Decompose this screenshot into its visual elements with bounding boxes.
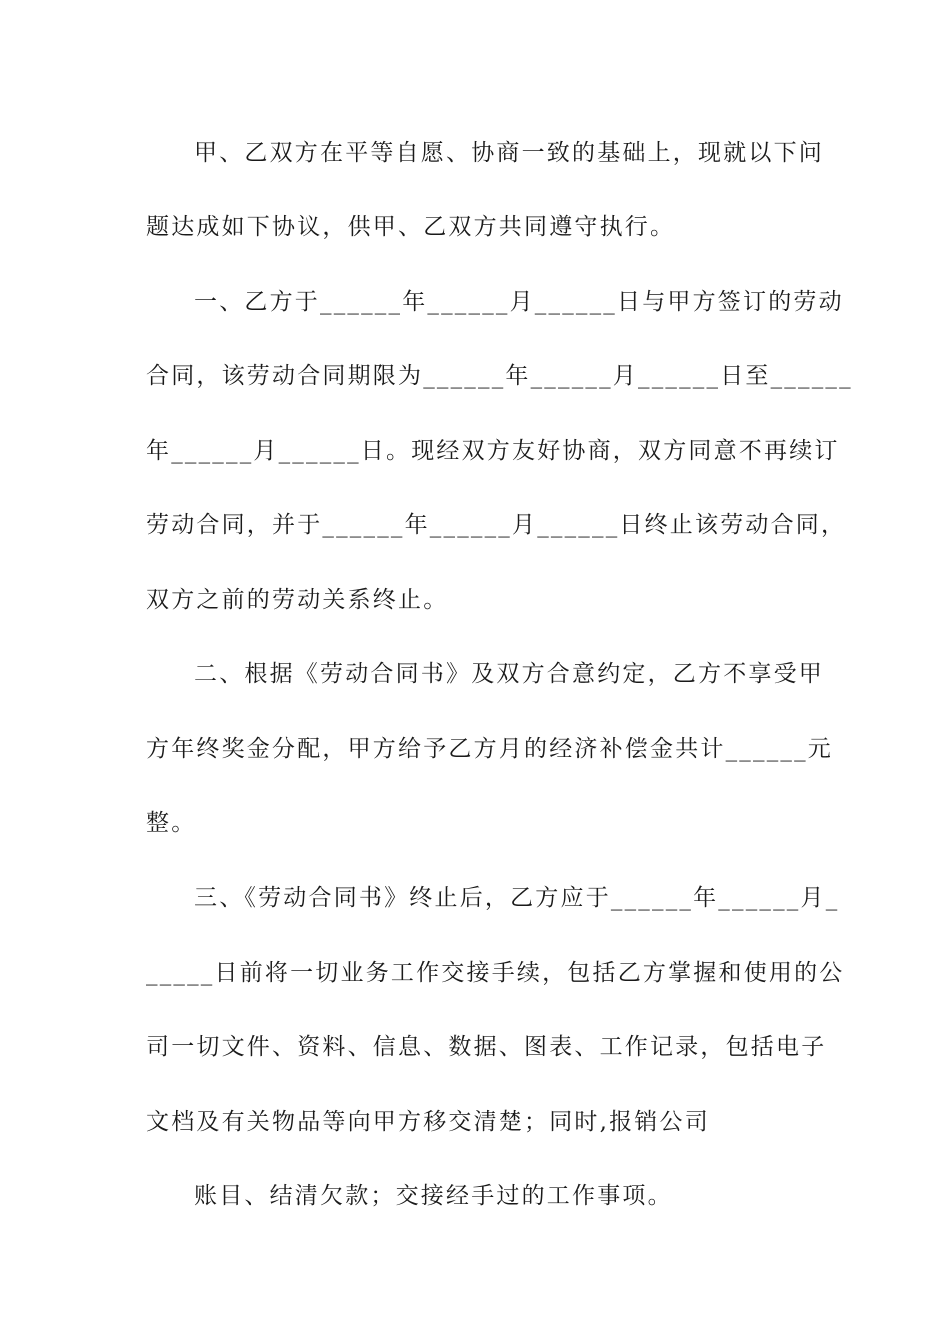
clause-1-line-2: 合同，该劳动合同期限为______年______月______日至______ [146, 363, 853, 389]
clause-3-line-3: 司一切文件、资料、信息、数据、图表、工作记录，包括电子 [146, 1034, 827, 1060]
paragraph-intro-line-2: 题达成如下协议，供甲、乙双方共同遵守执行。 [146, 214, 676, 240]
clause-3-line-1: 三、《劳动合同书》终止后，乙方应于______年______月_ [194, 885, 840, 911]
clause-1-line-4: 劳动合同，并于______年______月______日终止该劳动合同， [146, 512, 847, 538]
clause-3-line-5: 账目、结清欠款；交接经手过的工作事项。 [194, 1183, 673, 1209]
clause-2-line-2: 方年终奖金分配，甲方给予乙方月的经济补偿金共计______元 [146, 736, 833, 762]
clause-2-line-3: 整。 [146, 810, 197, 836]
clause-1-line-5: 双方之前的劳动关系终止。 [146, 587, 449, 613]
clause-1-line-1: 一、乙方于______年______月______日与甲方签订的劳动 [194, 289, 844, 315]
clause-1-line-3: 年______月______日。现经双方友好协商，双方同意不再续订 [146, 438, 840, 464]
paragraph-intro-line-1: 甲、乙双方在平等自愿、协商一致的基础上，现就以下问 [194, 140, 824, 166]
clause-3-line-2: _____日前将一切业务工作交接手续，包括乙方掌握和使用的公 [146, 960, 845, 986]
clause-3-line-4: 文档及有关物品等向甲方移交清楚；同时,报销公司 [146, 1109, 710, 1135]
clause-2-line-1: 二、根据《劳动合同书》及双方合意约定，乙方不享受甲 [194, 661, 824, 687]
